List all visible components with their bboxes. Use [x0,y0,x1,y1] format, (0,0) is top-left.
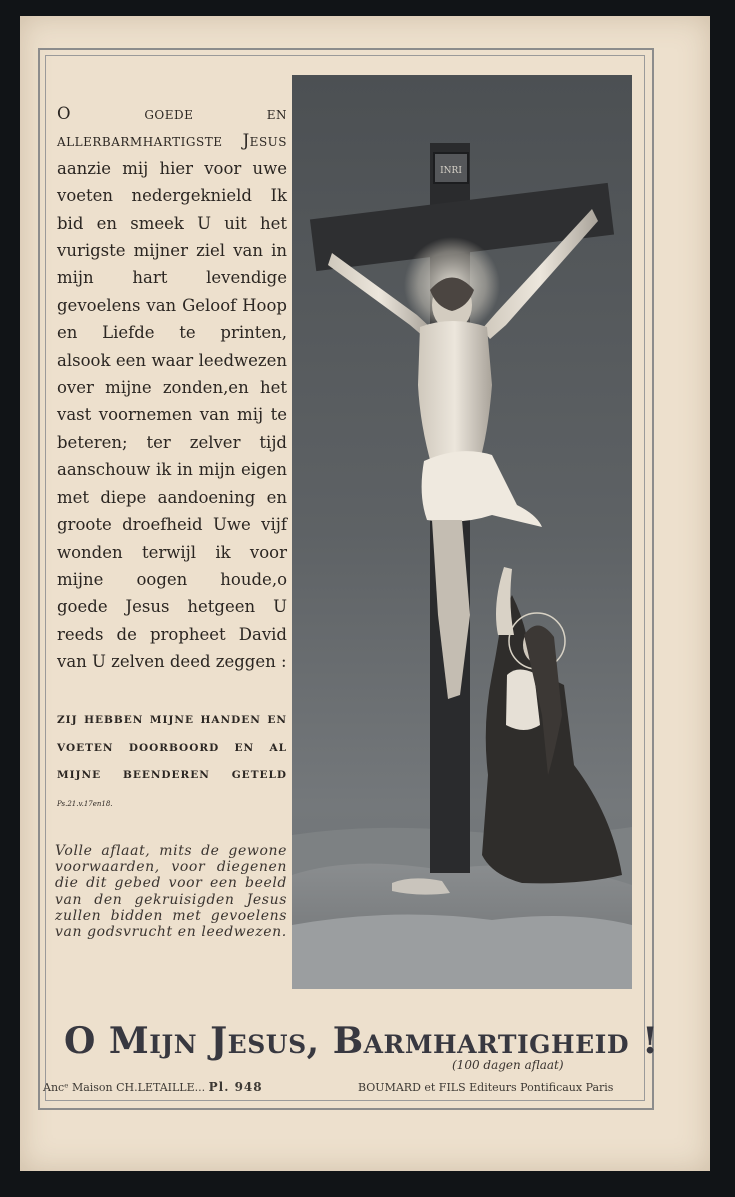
printer-name: Ancᵉ Maison CH.LETAILLE... [43,1081,206,1094]
christ-torso [418,321,492,467]
plate-number: Pl. 948 [208,1080,263,1094]
printer-imprint [43,1080,263,1094]
prayer-body: aanzie mij hier voor uwe voeten nedergeknield Ik bid en smeek U uit het vurigste mijner ziel van in mijn hart levendige gevoelens van Geloof Hoop en Liefde te printen, alsook een waar leedwezen over mijne zonden,en het vast voornemen van mij te beteren; ter zelver tijd aanschouw ik in mijn eigen met diepe aandoening en groote droefheid Uwe vijf wonden terwijl ik voor mijne oogen houde,o goede Jesus hetgeen U reeds de propheet David van U zelven deed zeggen : [57,158,287,672]
inri-text: INRI [440,166,462,176]
psalm-quote [57,707,287,818]
psalm-reference: Ps.21.v.17en18. [57,799,113,808]
indulgence-days: (100 dagen aflaat) [452,1058,564,1072]
crucifixion-illustration [292,75,632,989]
psalm-text: ZIJ HEBBEN MIJNE HANDEN EN VOETEN DOORBOORD EN AL MIJNE BEENDEREN GETELD [57,714,287,781]
publisher-imprint: BOUMARD et FILS Editeurs Pontificaux Paris [358,1081,614,1094]
indulgence-note: Volle aflaat, mits de gewone voorwaarden, voor diegenen die dit gebed voor een beeld van den gekruisigden Jesus zullen bidden met gevoelens van godsvrucht en leedwezen. [55,843,287,941]
invocation-title: O Mijn Jesus, Barmhartigheid ! [64,1020,659,1062]
rock-foreground [292,915,632,989]
prayer-text [57,100,287,676]
crucifixion-engraving [292,75,632,989]
prayer-opening: O goede en allerbarmhartigste Jesus [57,104,287,151]
